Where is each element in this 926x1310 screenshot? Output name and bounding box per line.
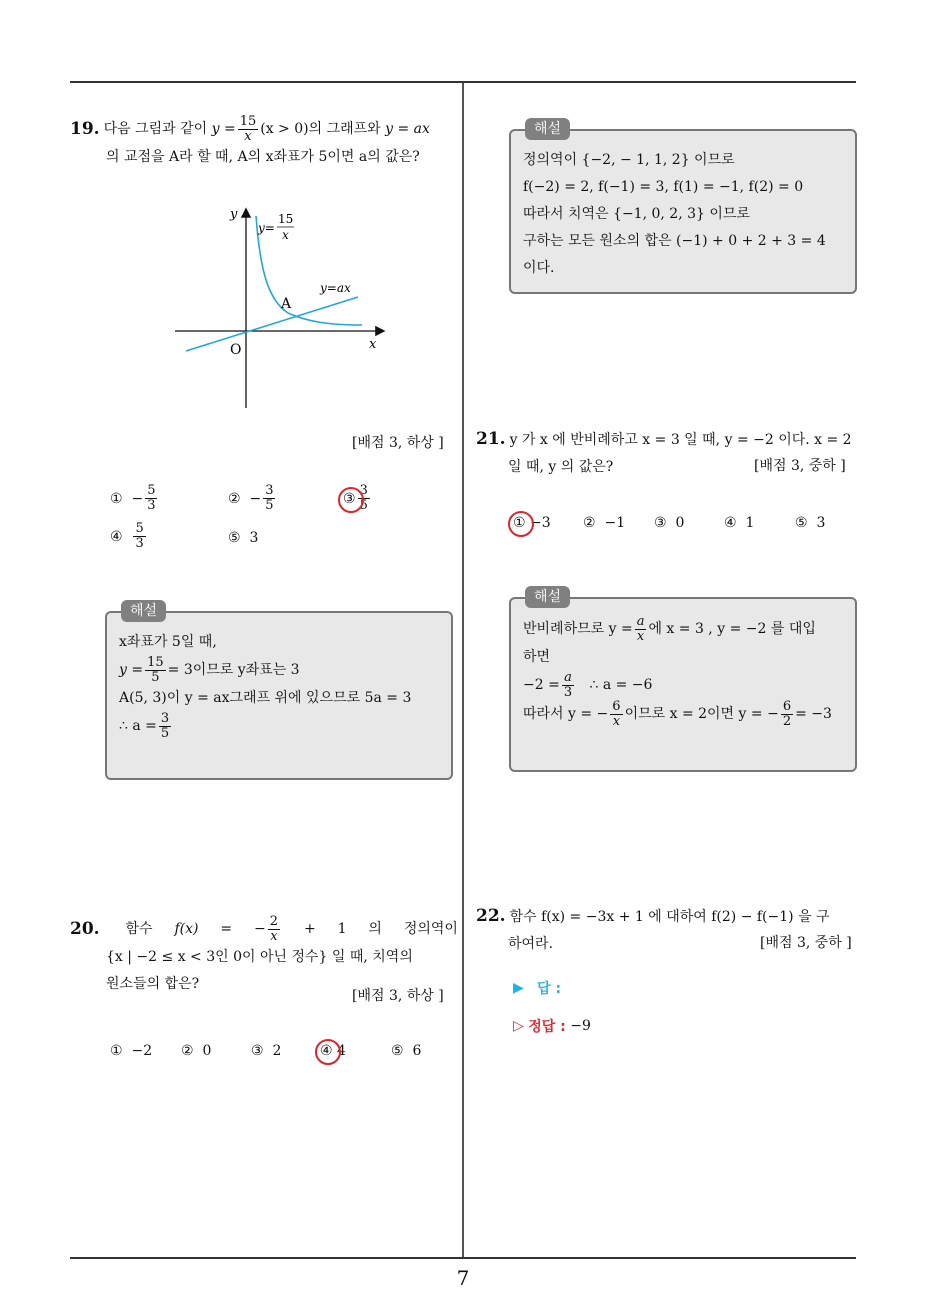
answer-label[interactable]: 답 : [537,981,562,997]
solution-line: 하면 [523,649,551,665]
selected-mark-circle [315,1039,341,1065]
curve-label: y= [258,221,275,235]
graph-figure [170,200,395,415]
choice-1[interactable]: ① −2 [110,1043,153,1059]
choice-1[interactable]: ① −3 [513,515,551,531]
play-icon: ▶ [513,980,524,996]
column-divider [462,83,464,1257]
points-label: [배점 3, 하상 ] [352,988,444,1004]
question-text: 원소들의 합은? [106,976,200,992]
choice-4[interactable]: ④ $\frac{5}{3}$ [110,521,144,551]
correct-answer-label: 정답 : [528,1019,566,1035]
choice-2[interactable]: ② 0 [181,1043,212,1059]
solution-line: A(5, 3)이 y = ax그래프 위에 있으므로 5a = 3 [119,690,412,706]
choice-4[interactable]: ④ 1 [724,515,755,531]
condition: (x > 0) [260,121,309,137]
choice-2[interactable]: ② − $\frac{3}{5}$ [228,483,274,513]
question-number: 20. [70,919,100,939]
question-text: 의 교점을 A라 할 때, A의 x좌표가 5이면 a의 값은? [106,149,420,165]
curve-label-den: x [282,228,289,242]
solution-box-21 [509,589,857,772]
correct-answer-line [513,1016,591,1036]
choice-5[interactable]: ⑤ 6 [391,1043,422,1059]
equation: y = [211,121,236,137]
solution-box-20 [509,121,857,294]
solution-tag: 해설 [525,586,570,608]
question-text: 일 때, y 의 값은? [508,459,614,475]
solution-line: ∴ a = $\frac{3}{5}$ [119,711,170,741]
solution-line: f(−2) = 2, f(−1) = 3, f(1) = −1, f(2) = 0 [523,179,804,195]
choice-5[interactable]: ⑤ 3 [228,530,259,546]
curve-label-num: 15 [278,212,294,226]
origin-label: O [230,342,242,358]
choice-3[interactable]: ③ 0 [654,515,685,531]
question-text: 함수 f(x) = −3x + 1 에 대하여 f(2) − f(−1) 을 구 [509,909,830,925]
question-20: 20. 함수 f(x) = − $\frac{2}{x}$ + 1 의 정의역이 {x | −2 ≤ x < 3인 0이 아닌 정수} 일 때, 치역의 원소들의 합은? [70,915,458,998]
points-label: [배점 3, 하상 ] [352,435,444,451]
question-text: 하여라. [508,936,554,952]
selected-mark-circle [508,511,534,537]
choice-3[interactable]: ③ $\frac{3}{5}$ [343,483,368,513]
solution-line: 반비례하므로 y = $\frac{a}{x}$ 에 x = 3 , y = −2 를 대입 [523,614,816,644]
point-a-label: A [281,296,292,312]
solution-box-19 [105,603,453,780]
page-number: 7 [456,1266,470,1290]
correct-answer-value: −9 [570,1018,591,1034]
question-number: 19. [70,119,100,139]
points-label: [배점 3, 중하 ] [754,458,846,474]
question-number: 22. [476,906,506,926]
line-label: y=ax [320,281,351,295]
question-text: {x | −2 ≤ x < 3인 0이 아닌 정수} 일 때, 치역의 [106,949,413,965]
choice-5[interactable]: ⑤ 3 [795,515,826,531]
solution-line: 이다. [523,260,555,276]
question-number: 21. [476,429,506,449]
y-axis-label: y [230,207,238,222]
solution-line: 정의역이 {−2, − 1, 1, 2} 이므로 [523,152,735,168]
bottom-rule [70,1257,856,1259]
x-axis-label: x [369,337,377,352]
solution-tag: 해설 [121,600,166,622]
selected-mark-circle [338,487,364,513]
solution-line: 구하는 모든 원소의 합은 (−1) + 0 + 2 + 3 = 4 [523,233,826,249]
question-text: 의 그래프와 [308,121,381,137]
fraction: $\frac{15}{x}$ [239,114,257,144]
solution-line: y = $\frac{15}{5}$ = 3이므로 y좌표는 3 [119,655,300,685]
question-text: 다음 그림과 같이 [103,121,208,137]
points-label: [배점 3, 중하 ] [760,935,852,951]
choice-3[interactable]: ③ 2 [251,1043,282,1059]
choice-4[interactable]: ④ 4 [320,1043,346,1059]
equation: y = ax [385,121,430,137]
solution-line: 따라서 y = − $\frac{6}{x}$ 이므로 x = 2이면 y = − $\frac{6}{2}$ = −3 [523,699,832,729]
choice-1[interactable]: ① − $\frac{5}{3}$ [110,483,156,513]
fraction: $\frac{2}{x}$ [269,914,279,944]
solution-tag: 해설 [525,118,570,140]
solution-line: 따라서 치역은 {−1, 0, 2, 3} 이므로 [523,206,750,222]
triangle-outline-icon: ▷ [513,1018,524,1034]
question-19 [70,115,460,171]
choice-2[interactable]: ② −1 [583,515,626,531]
solution-line: −2 = $\frac{a}{3}$ ∴ a = −6 [523,670,653,700]
question-text: y 가 x 에 반비례하고 x = 3 일 때, y = −2 이다. x = 2 [509,432,852,448]
solution-line: x좌표가 5일 때, [119,634,217,650]
answer-line [513,978,561,998]
